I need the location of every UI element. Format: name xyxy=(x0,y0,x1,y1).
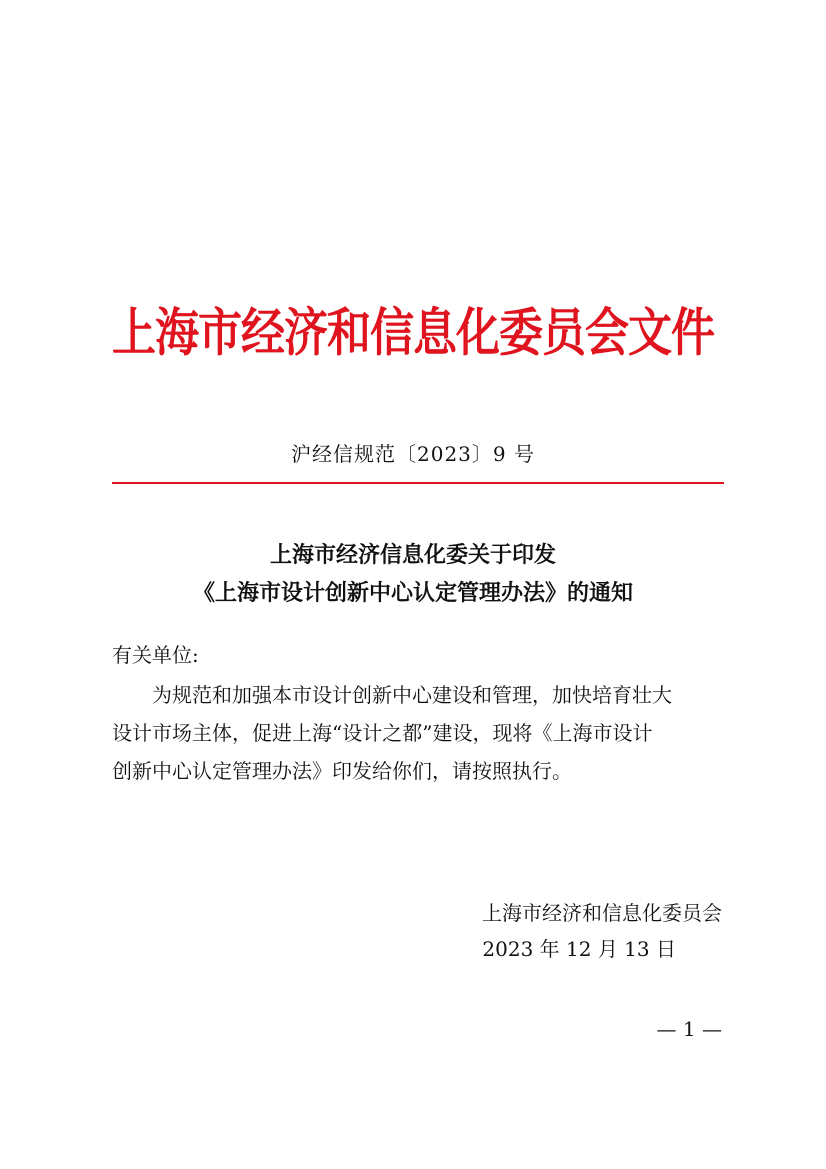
document-masthead: 上海市经济和信息化委员会文件 xyxy=(112,303,714,364)
notice-title-line-2: 《上海市设计创新中心认定管理办法》的通知 xyxy=(192,580,633,606)
red-divider-line xyxy=(112,482,724,484)
notice-title-line-1: 上海市经济信息化委关于印发 xyxy=(269,542,556,568)
body-paragraph xyxy=(112,676,724,790)
document-number: 沪经信规范〔2023〕9 号 xyxy=(291,442,535,466)
page-number: — 1 — xyxy=(656,1017,722,1041)
salutation: 有关单位: xyxy=(112,643,199,667)
notice-title xyxy=(0,536,826,612)
signature-organization: 上海市经济和信息化委员会 xyxy=(482,901,722,925)
body-line-3: 创新中心认定管理办法》印发给你们，请按照执行。 xyxy=(112,759,572,783)
signature-date: 2023 年 12 月 13 日 xyxy=(482,937,676,961)
signature-block xyxy=(482,895,722,967)
body-line-1: 为规范和加强本市设计创新中心建设和管理，加快培育壮大 xyxy=(152,683,672,707)
body-line-2: 设计市场主体，促进上海“设计之都”建设，现将《上海市设计 xyxy=(112,721,653,745)
